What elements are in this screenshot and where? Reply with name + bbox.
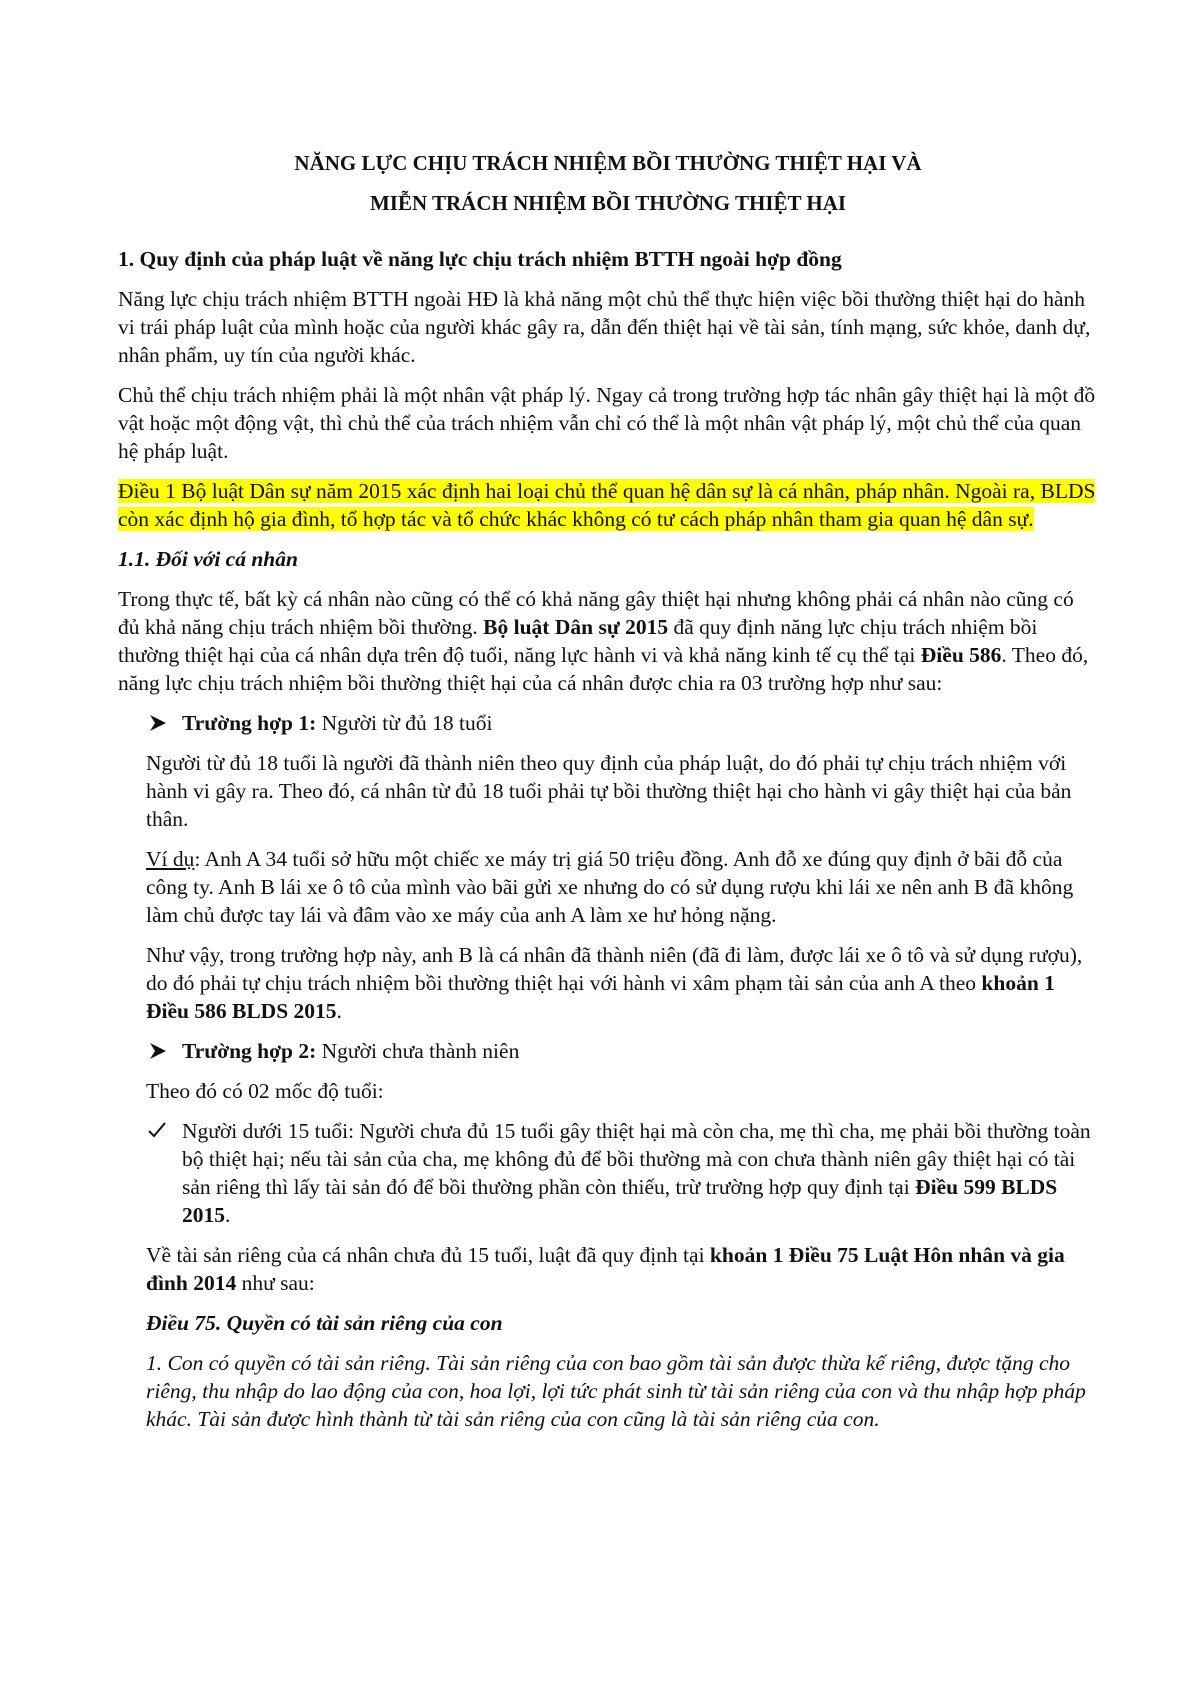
paragraph-5: Người từ đủ 18 tuổi là người đã thành niên theo quy định của pháp luật, do đó phải tự chịu trách nhiệm với hành vi gây ra. Theo đó, cá nhân từ đủ 18 tuổi phải tự bồi thường thiệt hại cho hành vi gây thiệt hại của bản thân. [146, 751, 1072, 831]
article-75-text: 1. Con có quyền có tài sản riêng. Tài sản riêng của con bao gồm tài sản được thừa kế riêng, được tặng cho riêng, thu nhập do lao động của con, hoa lợi, lợi tức phát sinh từ tài sản riêng của con và thu nhập hợp pháp khác. Tài sản được hình thành từ tài sản riêng của con cũng là tài sản riêng của con. [146, 1351, 1086, 1431]
case-2-text: Người chưa thành niên [316, 1039, 520, 1063]
title-line-2: MIỄN TRÁCH NHIỆM BỒI THƯỜNG THIỆT HẠI [369, 191, 847, 215]
document-title [118, 143, 1098, 223]
paragraph-7: Theo đó có 02 mốc độ tuổi: [146, 1079, 384, 1103]
section-1-heading: 1. Quy định của pháp luật về năng lực chịu trách nhiệm BTTH ngoài hợp đồng [118, 247, 842, 271]
para4-text-c: đã quy định năng lực chịu trách nhiệm bồi thường thiệt hại của cá nhân dựa trên độ tuổi, năng lực hành vi và khả năng kinh tế cụ thể tại [118, 615, 1038, 667]
arrow-bullet-icon [146, 1037, 170, 1065]
under-15-text-c: . [225, 1203, 231, 1227]
highlighted-text: Điều 1 Bộ luật Dân sự năm 2015 xác định hai loại chủ thể quan hệ dân sự là cá nhân, pháp nhân. Ngoài ra, BLDS còn xác định hộ gia đình, tổ hợp tác và tổ chức khác không có tư cách pháp nhân tham gia quan hệ dân sự. [118, 479, 1096, 531]
case-2-item [118, 1037, 1098, 1065]
para6-text-a: Như vậy, trong trường hợp này, anh B là cá nhân đã thành niên (đã đi làm, được lái xe ô tô và sử dụng rượu), do đó phải tự chịu trách nhiệm bồi thường thiệt hại với hành vi xâm phạm tài sản của anh A theo [146, 943, 1083, 995]
para8-law-ref: khoản 1 Điều 75 Luật Hôn nhân và gia đình 2014 [146, 1243, 1065, 1295]
para4-text-e: . Theo đó, năng lực chịu trách nhiệm bồi thường thiệt hại của cá nhân được chia ra 03 trường hợp như sau: [118, 643, 1089, 695]
example-paragraph [118, 845, 1098, 929]
checkmark-icon [146, 1119, 168, 1141]
case-1-text: Người từ đủ 18 tuổi [316, 711, 493, 735]
article-75-heading: Điều 75. Quyền có tài sản riêng của con [146, 1311, 503, 1335]
example-text: : Anh A 34 tuổi sở hữu một chiếc xe máy trị giá 50 triệu đồng. Anh đỗ xe đúng quy định ở bãi đỗ của công ty. Anh B lái xe ô tô của mình vào bãi gửi xe nhưng do có sử dụng rượu khi lái xe nên anh B đã không làm chủ được tay lái và đâm vào xe máy của anh A làm xe hư hỏng nặng. [146, 847, 1074, 927]
paragraph-1: Năng lực chịu trách nhiệm BTTH ngoài HĐ là khả năng một chủ thể thực hiện việc bồi thường thiệt hại do hành vi trái pháp luật của mình hoặc của người khác gây ra, dẫn đến thiệt hại về tài sản, tính mạng, sức khỏe, danh dự, nhân phẩm, uy tín của người khác. [118, 287, 1091, 367]
under-15-law-ref: Điều 599 BLDS 2015 [182, 1175, 1058, 1227]
paragraph-4 [118, 585, 1098, 697]
paragraph-8 [118, 1241, 1098, 1297]
section-1-1-heading: 1.1. Đối với cá nhân [118, 547, 298, 571]
paragraph-2: Chủ thể chịu trách nhiệm phải là một nhân vật pháp lý. Ngay cả trong trường hợp tác nhân gây thiệt hại là một đồ vật hoặc một động vật, thì chủ thể của trách nhiệm vẫn chỉ có thể là một nhân vật pháp lý, một chủ thể của quan hệ pháp luật. [118, 383, 1096, 463]
para6-text-c: . [336, 999, 342, 1023]
para6-law-ref: khoản 1 Điều 586 BLDS 2015 [146, 971, 1055, 1023]
case-2-label: Trường hợp 2: [182, 1039, 317, 1063]
para4-article-ref: Điều 586 [920, 643, 1002, 667]
arrow-bullet-icon [146, 709, 170, 737]
para8-text-a: Về tài sản riêng của cá nhân chưa đủ 15 tuổi, luật đã quy định tại [146, 1243, 710, 1267]
under-15-text-a: Người dưới 15 tuổi: Người chưa đủ 15 tuổi gây thiệt hại mà còn cha, mẹ thì cha, mẹ phải bồi thường toàn bộ thiệt hại; nếu tài sản của cha, mẹ không đủ để bồi thường mà con chưa thành niên gây thiệt hại có tài sản riêng thì lấy tài sản đó để bồi thường phần còn thiếu, trừ trường hợp quy định tại [182, 1119, 1091, 1199]
document-body [118, 143, 1098, 1445]
para8-text-c: như sau: [236, 1271, 315, 1295]
case-1-label: Trường hợp 1: [182, 711, 317, 735]
example-label: Ví dụ [146, 847, 195, 871]
paragraph-3-highlighted [118, 477, 1098, 533]
para4-law-ref: Bộ luật Dân sự 2015 [483, 615, 669, 639]
title-line-1: NĂNG LỰC CHỊU TRÁCH NHIỆM BỒI THƯỜNG THIỆT HẠI VÀ [294, 151, 922, 175]
paragraph-6 [118, 941, 1098, 1025]
para4-text-a: Trong thực tế, bất kỳ cá nhân nào cũng có thể có khả năng gây thiệt hại nhưng không phải cá nhân nào cũng có đủ khả năng chịu trách nhiệm bồi thường. [118, 587, 1074, 639]
case-1-item [118, 709, 1098, 737]
under-15-item [118, 1117, 1098, 1229]
